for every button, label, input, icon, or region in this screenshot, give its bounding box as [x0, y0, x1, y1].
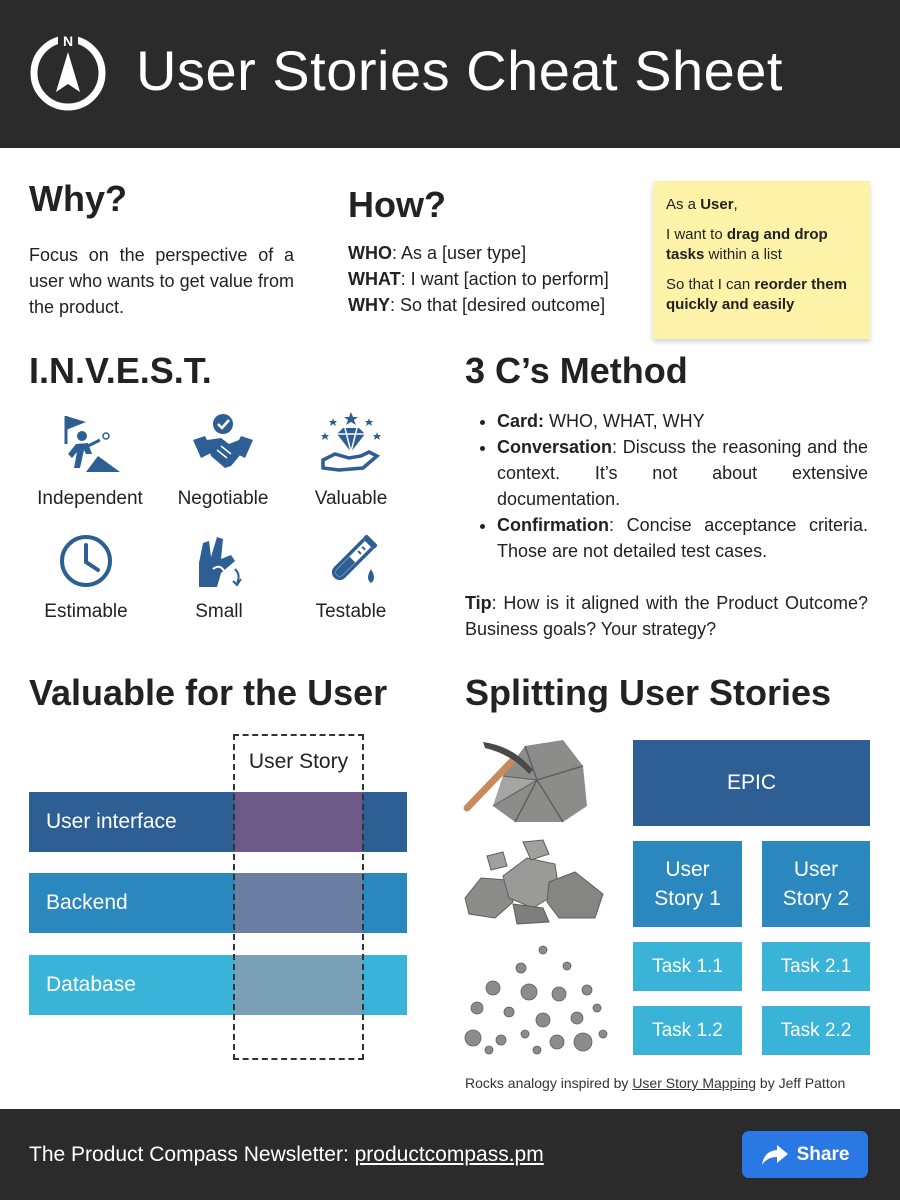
flag-climber-icon: [58, 410, 122, 476]
task-1-1-box: Task 1.1: [633, 942, 742, 991]
invest-label-testable: Testable: [315, 601, 387, 622]
how-heading: How?: [348, 184, 446, 225]
credit-text: Rocks analogy inspired by User Story Mapping by Jeff Patton: [465, 1075, 846, 1091]
small-rocks-icon: [463, 942, 608, 1057]
footer-bar: [0, 1109, 900, 1200]
task-1-2-box: Task 1.2: [633, 1006, 742, 1055]
newsletter-link[interactable]: productcompass.pm: [354, 1143, 544, 1166]
small-gesture-icon: [191, 533, 247, 589]
invest-item-valuable: [281, 410, 421, 510]
why-heading: Why?: [29, 178, 127, 219]
page-title: User Stories Cheat Sheet: [136, 39, 783, 102]
valuable-heading: Valuable for the User: [29, 672, 388, 713]
invest-label-independent: Independent: [37, 488, 143, 509]
medium-rocks-icon: [463, 838, 608, 926]
invest-heading: I.N.V.E.S.T.: [29, 350, 212, 391]
invest-item-estimable: [16, 533, 156, 623]
task-2-2-box: Task 2.2: [762, 1006, 870, 1055]
list-item: • Conversation: Discuss the reasoning and the context. It’s not about extensive documentation.: [497, 434, 868, 512]
clock-icon: [58, 533, 114, 589]
share-button[interactable]: [742, 1131, 868, 1178]
how-line-what: WHAT: I want [action to perform]: [348, 269, 609, 289]
how-lines: [348, 240, 638, 318]
footer-text: The Product Compass Newsletter: productcompass.pm: [29, 1143, 544, 1166]
invest-label-small: Small: [195, 601, 243, 622]
tip-text: Tip: How is it aligned with the Product Outcome? Business goals? Your strategy?: [465, 593, 868, 639]
sticky-note-example: As a User, I want to drag and drop tasks within a list So that I can reorder them quickly and easily: [653, 181, 870, 339]
user-story-1-box: User Story 1: [633, 841, 742, 927]
layer-database: Database: [29, 955, 407, 1015]
how-line-why: WHY: So that [desired outcome]: [348, 295, 606, 315]
header-bar: [0, 0, 900, 148]
list-item: • Confirmation: Concise acceptance criteria. Those are not detailed test cases.: [497, 512, 868, 564]
invest-label-estimable: Estimable: [44, 601, 128, 622]
invest-item-testable: [281, 533, 421, 623]
three-cs-list: [465, 408, 868, 564]
layer-backend: Backend: [29, 873, 407, 933]
three-cs-heading: 3 C’s Method: [465, 350, 688, 391]
task-2-1-box: Task 2.1: [762, 942, 870, 991]
user-story-dashed-box: [233, 734, 364, 1060]
invest-label-negotiable: Negotiable: [177, 488, 269, 509]
handshake-icon: [191, 410, 255, 476]
share-arrow-icon: [761, 1143, 789, 1167]
invest-item-negotiable: [153, 410, 293, 510]
invest-label-valuable: Valuable: [314, 488, 388, 509]
epic-box: EPIC: [633, 740, 870, 826]
splitting-heading: Splitting User Stories: [465, 672, 832, 713]
invest-item-independent: [20, 410, 160, 510]
logo-letter: N: [62, 33, 74, 49]
user-story-2-box: User Story 2: [762, 841, 870, 927]
test-tube-icon: [323, 533, 379, 589]
layer-user-interface: User interface: [29, 792, 407, 852]
user-story-label: User Story: [248, 750, 349, 773]
big-rock-pickaxe-icon: [463, 736, 608, 826]
list-item: • Card: WHO, WHAT, WHY: [497, 408, 868, 434]
user-story-mapping-link[interactable]: User Story Mapping: [632, 1075, 757, 1091]
why-text: Focus on the perspective of a user who wants to get value from the product.: [29, 245, 294, 317]
compass-logo-icon: [28, 32, 108, 112]
share-label: Share: [796, 1143, 850, 1165]
how-line-who: WHO: As a [user type]: [348, 243, 527, 263]
invest-item-small: [149, 533, 289, 623]
diamond-hand-icon: [319, 410, 383, 476]
